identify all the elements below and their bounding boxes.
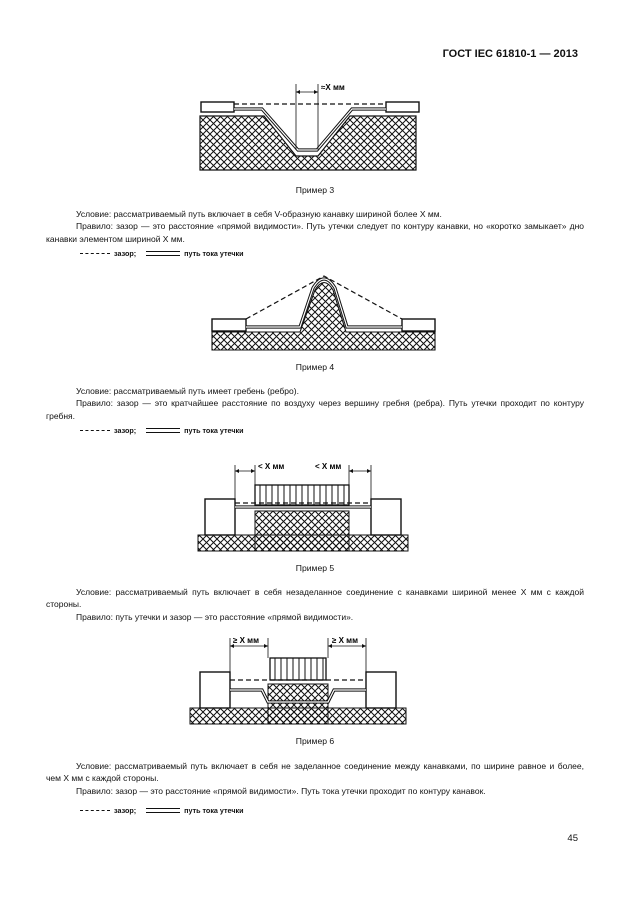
dimension-label-left: ≥ X мм bbox=[233, 636, 260, 645]
creepage-line-icon bbox=[146, 251, 180, 256]
figure-example-5 bbox=[0, 455, 630, 555]
page-number: 45 bbox=[567, 833, 578, 844]
example-4-text bbox=[46, 385, 584, 422]
figure-example-3 bbox=[0, 78, 630, 178]
caption-example-6: Пример 6 bbox=[295, 736, 335, 746]
example-6-text bbox=[46, 760, 584, 797]
rule-text: Правило: зазор — это расстояние «прямой видимости». Путь тока утечки проходит по контуру канавок. bbox=[76, 785, 486, 796]
rule-text: Правило: путь утечки и зазор — это расстояние «прямой видимости». bbox=[76, 611, 354, 622]
dimension-label-right: ≥ X мм bbox=[332, 636, 359, 645]
legend bbox=[80, 426, 244, 435]
example-5-text bbox=[46, 586, 584, 623]
caption-example-5: Пример 5 bbox=[295, 563, 335, 573]
legend-creepage-label: путь тока утечки bbox=[184, 249, 244, 258]
document-header: ГОСТ IEC 61810-1 — 2013 bbox=[442, 48, 578, 60]
caption-example-4: Пример 4 bbox=[295, 362, 335, 372]
gap-line-icon bbox=[80, 430, 110, 431]
legend-gap-label: зазор; bbox=[114, 426, 137, 435]
legend bbox=[80, 249, 244, 258]
condition-text: Условие: рассматриваемый путь имеет гребень (ребро). bbox=[76, 386, 299, 396]
gap-line-icon bbox=[80, 810, 110, 811]
rule-text: Правило: зазор — это расстояние «прямой видимости». Путь утечки следует по контуру канавки, но «коротко замыкает» дно канавки элементом шириной X мм. bbox=[46, 221, 584, 244]
creepage-line-icon bbox=[146, 428, 180, 433]
legend-gap-label: зазор; bbox=[114, 806, 137, 815]
condition-text: Условие: рассматриваемый путь включает в себя V-образную канавку шириной более X мм. bbox=[76, 209, 442, 219]
dimension-label-left: < X мм bbox=[258, 462, 285, 471]
dimension-label: ≈X мм bbox=[321, 83, 345, 92]
figure-example-6 bbox=[0, 628, 630, 728]
creepage-line-icon bbox=[146, 808, 180, 813]
dimension-label-right: < X мм bbox=[315, 462, 342, 471]
rule-text: Правило: зазор — это кратчайшее расстояние по воздуху через вершину гребня (ребра). Путь утечки проходит по контуру гребня. bbox=[46, 398, 584, 421]
figure-example-4 bbox=[0, 270, 630, 355]
example-3-text bbox=[46, 208, 584, 245]
condition-text: Условие: рассматриваемый путь включает в себя незаделанное соединение с канавками шириной менее X мм с каждой стороны. bbox=[46, 587, 584, 610]
caption-example-3: Пример 3 bbox=[295, 185, 335, 195]
legend-creepage-label: путь тока утечки bbox=[184, 806, 244, 815]
condition-text: Условие: рассматриваемый путь включает в себя не заделанное соединение между канавками, по ширине равное и более, чем X мм с каждой стороны. bbox=[46, 761, 584, 784]
legend-gap-label: зазор; bbox=[114, 249, 137, 258]
legend-creepage-label: путь тока утечки bbox=[184, 426, 244, 435]
gap-line-icon bbox=[80, 253, 110, 254]
legend bbox=[80, 806, 244, 815]
